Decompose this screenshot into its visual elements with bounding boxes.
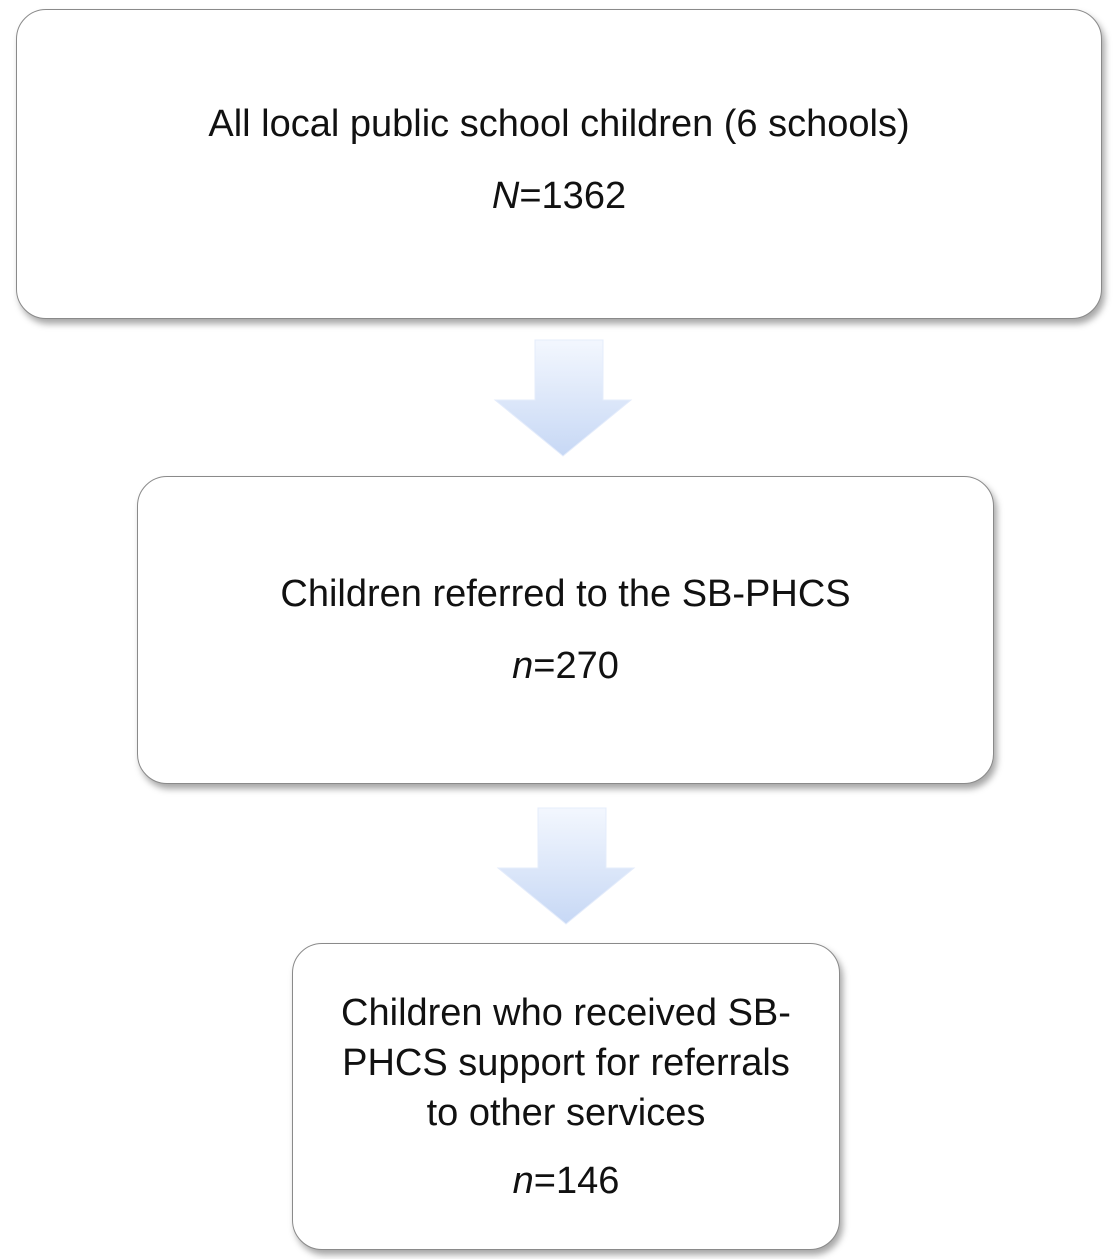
count-symbol: n xyxy=(512,1159,534,1202)
step-label xyxy=(341,988,791,1138)
step-box-referred xyxy=(137,476,994,784)
down-arrow-icon xyxy=(493,338,633,458)
count-value: =146 xyxy=(533,1159,620,1202)
step-count xyxy=(512,641,619,691)
step-box-all-children xyxy=(16,9,1102,319)
step-label-line: Children who received SB- xyxy=(341,991,791,1034)
down-arrow-icon xyxy=(496,806,636,926)
count-value: =1362 xyxy=(519,175,627,217)
step-label-line: to other services xyxy=(426,1091,706,1134)
count-symbol: n xyxy=(512,645,534,687)
count-symbol: N xyxy=(491,175,520,217)
step-count xyxy=(513,1156,620,1206)
step-label: All local public school children (6 schools) xyxy=(208,103,910,145)
count-value: =270 xyxy=(533,645,619,687)
step-label: Children referred to the SB-PHCS xyxy=(280,573,851,615)
step-label-line: PHCS support for referrals xyxy=(342,1041,790,1084)
step-box-received-support xyxy=(292,943,840,1250)
step-count xyxy=(492,171,626,221)
